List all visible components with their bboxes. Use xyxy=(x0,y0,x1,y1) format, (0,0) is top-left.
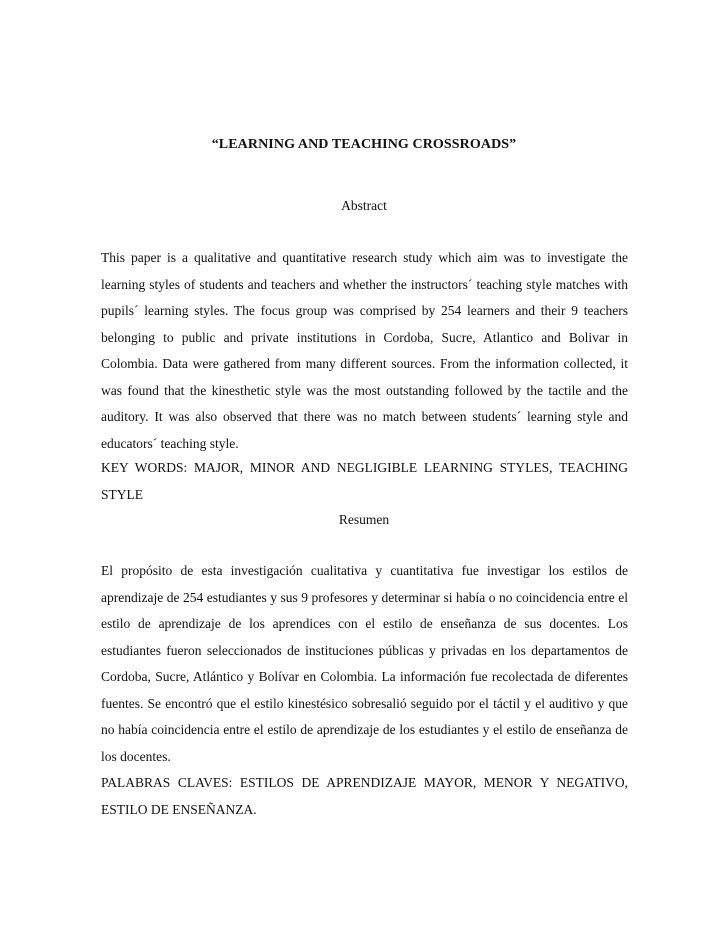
resumen-paragraph: El propósito de esta investigación cualitativa y cuantitativa fue investigar los estilos de aprendizaje de 254 estudiantes y sus 9 profesores y determinar si había o no coincidencia entre el estilo de aprendizaje de los aprendices con el estilo de enseñanza de sus docentes. Los estudiantes fueron seleccionados de instituciones públicas y privadas en los departamentos de Cordoba, Sucre, Atlántico y Bolívar en Colombia. La información fue recolectada de diferentes fuentes. Se encontró que el estilo kinestésico sobresalió seguido por el táctil y el auditivo y que no había coincidencia entre el estilo de aprendizaje de los estudiantes y el estilo de enseñanza de los docentes. xyxy=(101,563,628,764)
abstract-paragraph: This paper is a qualitative and quantitative research study which aim was to investigate the learning styles of students and teachers and whether the instructors´ teaching style matches with pupils´ learning styles. The focus group was comprised by 254 learners and their 9 teachers belonging to public and private institutions in Cordoba, Sucre, Atlantico and Bolivar in Colombia. Data were gathered from many different sources. From the information collected, it was found that the kinesthetic style was the most outstanding followed by the tactile and the auditory. It was also observed that there was no match between students´ learning style and educators´ teaching style. xyxy=(101,250,628,451)
paper-title: “LEARNING AND TEACHING CROSSROADS” xyxy=(211,137,517,152)
palabras-claves-paragraph: PALABRAS CLAVES: ESTILOS DE APRENDIZAJE MAYOR, MENOR Y NEGATIVO, ESTILO DE ENSEÑANZA. xyxy=(101,775,628,817)
abstract-heading: Abstract xyxy=(341,198,387,213)
resumen-heading: Resumen xyxy=(338,512,390,527)
keywords-paragraph: KEY WORDS: MAJOR, MINOR AND NEGLIGIBLE LEARNING STYLES, TEACHING STYLE xyxy=(101,460,628,502)
